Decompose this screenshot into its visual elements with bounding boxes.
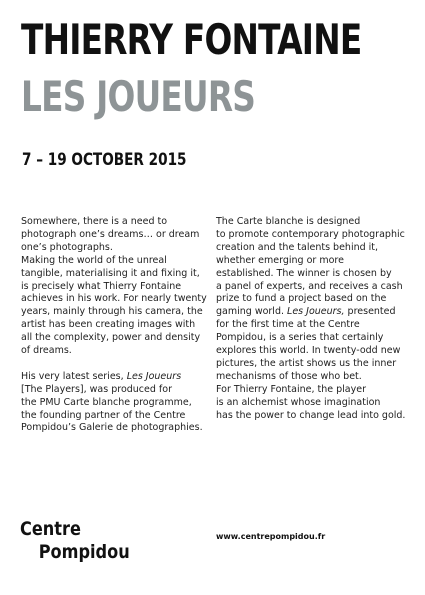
text-line: is an alchemist whose imagination (216, 396, 381, 408)
text-line (216, 306, 416, 319)
text-fragment: presented (347, 306, 396, 318)
text-line: has the power to change lead into gold. (216, 409, 406, 421)
paragraph-carte-blanche (216, 216, 416, 423)
text-fragment: gaming world. (216, 306, 284, 318)
text-line: artist has been creating images with (21, 319, 196, 331)
paragraph-series (21, 371, 211, 436)
exhibition-title: LES JOUEURS (21, 72, 256, 121)
text-line (21, 371, 211, 384)
paragraph-intro (21, 216, 211, 358)
text-line: established. The winner is chosen by (216, 267, 392, 279)
text-line: pictures, the artist shows us the inner (216, 357, 397, 369)
logo-word-centre: Centre (20, 518, 81, 540)
text-line: the founding partner of the Centre (21, 409, 186, 421)
text-line: all the complexity, power and density (21, 332, 201, 344)
text-line: whether emerging or more (216, 254, 344, 266)
text-line: one’s photographs. (21, 241, 113, 253)
centre-pompidou-logo (20, 520, 130, 562)
artist-name: THIERRY FONTAINE (21, 15, 362, 64)
text-line: years, mainly through his camera, the (21, 306, 203, 318)
text-line: for the first time at the Centre (216, 319, 360, 331)
text-line: of dreams. (21, 345, 72, 357)
text-line: [The Players], was produced for (21, 383, 172, 395)
text-line: a panel of experts, and receives a cash (216, 280, 403, 292)
text-fragment: His very latest series, (21, 370, 124, 382)
series-title-italic: Les Joueurs, (287, 306, 345, 318)
logo-word-pompidou: Pompidou (38, 541, 130, 563)
exhibition-dates: 7 – 19 OCTOBER 2015 (22, 150, 187, 170)
series-title-italic: Les Joueurs (126, 370, 182, 382)
text-line: The Carte blanche is designed (216, 216, 361, 227)
website-url: www.centrepompidou.fr (216, 532, 326, 541)
left-text-column (21, 216, 211, 435)
text-line: Somewhere, there is a need to (21, 216, 168, 227)
text-line: is precisely what Thierry Fontaine (21, 280, 182, 292)
text-line: to promote contemporary photographic (216, 228, 405, 240)
text-line: Making the world of the unreal (21, 254, 167, 266)
text-line: For Thierry Fontaine, the player (216, 383, 366, 395)
text-line: Pompidou’s Galerie de photographies. (21, 422, 203, 434)
right-text-column (216, 216, 416, 423)
text-line: mechanisms of those who bet. (216, 370, 362, 382)
text-line: creation and the talents behind it, (216, 241, 379, 253)
text-line: photograph one’s dreams… or dream (21, 228, 200, 240)
text-line: achieves in his work. For nearly twenty (21, 293, 207, 305)
text-line: explores this world. In twenty-odd new (216, 345, 401, 357)
text-line: Pompidou, is a series that certainly (216, 332, 384, 344)
text-line: prize to fund a project based on the (216, 293, 387, 305)
text-line: the PMU Carte blanche programme, (21, 396, 192, 408)
text-line: tangible, materialising it and fixing it, (21, 267, 200, 279)
